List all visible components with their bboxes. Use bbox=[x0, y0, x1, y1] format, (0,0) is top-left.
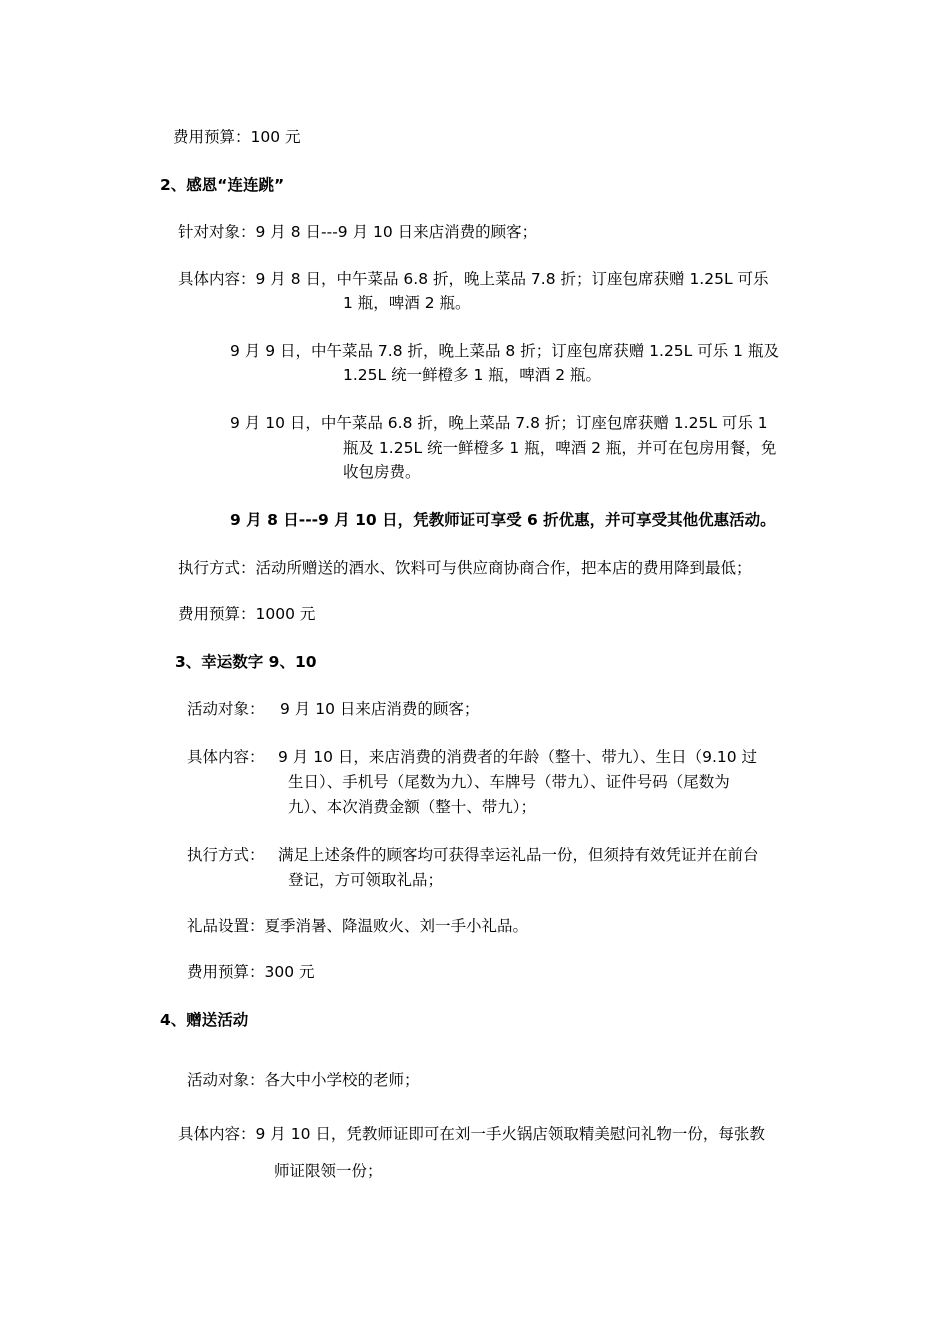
s3-method-label: 执行方式： bbox=[187, 846, 265, 864]
s3-method-line1: 满足上述条件的顾客均可获得幸运礼品一份，但须持有效凭证并在前台 bbox=[278, 846, 759, 864]
budget-line-s1: 费用预算：100 元 bbox=[173, 128, 301, 146]
section-2-heading: 2、感恩“连连跳” bbox=[160, 176, 285, 194]
s3-content-label: 具体内容： bbox=[187, 748, 265, 766]
section-3-heading: 3、幸运数字 9、10 bbox=[175, 653, 317, 671]
s3-method-line2: 登记，方可领取礼品； bbox=[288, 871, 444, 889]
s2-content-d9-line1: 9 月 9 日，中午菜品 7.8 折，晚上菜品 8 折；订座包席获赠 1.25L 可乐 1 瓶及 bbox=[230, 342, 779, 360]
s2-content-d10-line2: 瓶及 1.25L 统一鲜橙多 1 瓶，啤酒 2 瓶，并可在包房用餐，免 bbox=[343, 439, 777, 457]
s2-teacher-note: 9 月 8 日---9 月 10 日，凭教师证可享受 6 折优惠，并可享受其他优惠活动。 bbox=[230, 511, 776, 529]
s2-content-d10-line1: 9 月 10 日，中午菜品 6.8 折，晚上菜品 7.8 折；订座包席获赠 1.25L 可乐 1 bbox=[230, 414, 768, 432]
s3-content-line3: 九）、本次消费金额（整十、带九）； bbox=[288, 798, 537, 816]
section-4-heading: 4、赠送活动 bbox=[160, 1011, 249, 1029]
s3-gift: 礼品设置：夏季消暑、降温败火、刘一手小礼品。 bbox=[187, 917, 529, 935]
s2-content-d8-line2: 1 瓶，啤酒 2 瓶。 bbox=[343, 294, 471, 312]
s3-content-line1: 9 月 10 日，来店消费的消费者的年龄（整十、带九）、生日（9.10 过 bbox=[278, 748, 758, 766]
s2-budget: 费用预算：1000 元 bbox=[178, 605, 316, 623]
s2-target: 针对对象：9 月 8 日---9 月 10 日来店消费的顾客； bbox=[178, 223, 538, 241]
s3-target-label: 活动对象： bbox=[187, 700, 265, 718]
s3-content-line2: 生日）、手机号（尾数为九）、车牌号（带九）、证件号码（尾数为 bbox=[288, 773, 730, 791]
s2-content-d10-line3: 收包房费。 bbox=[343, 463, 421, 481]
s4-content-line1: 具体内容：9 月 10 日，凭教师证即可在刘一手火锅店领取精美慰问礼物一份，每张教 bbox=[178, 1125, 765, 1143]
s2-content-d8-line1: 具体内容：9 月 8 日，中午菜品 6.8 折，晚上菜品 7.8 折；订座包席获赠 1.25L 可乐 bbox=[178, 270, 769, 288]
s2-content-d9-line2: 1.25L 统一鲜橙多 1 瓶，啤酒 2 瓶。 bbox=[343, 366, 602, 384]
s2-method: 执行方式：活动所赠送的酒水、饮料可与供应商协商合作，把本店的费用降到最低； bbox=[178, 559, 752, 577]
s4-content-line2: 师证限领一份； bbox=[274, 1162, 383, 1180]
s3-target-value: 9 月 10 日来店消费的顾客； bbox=[280, 700, 480, 718]
s3-budget: 费用预算：300 元 bbox=[187, 963, 315, 981]
s4-target: 活动对象：各大中小学校的老师； bbox=[187, 1071, 420, 1089]
